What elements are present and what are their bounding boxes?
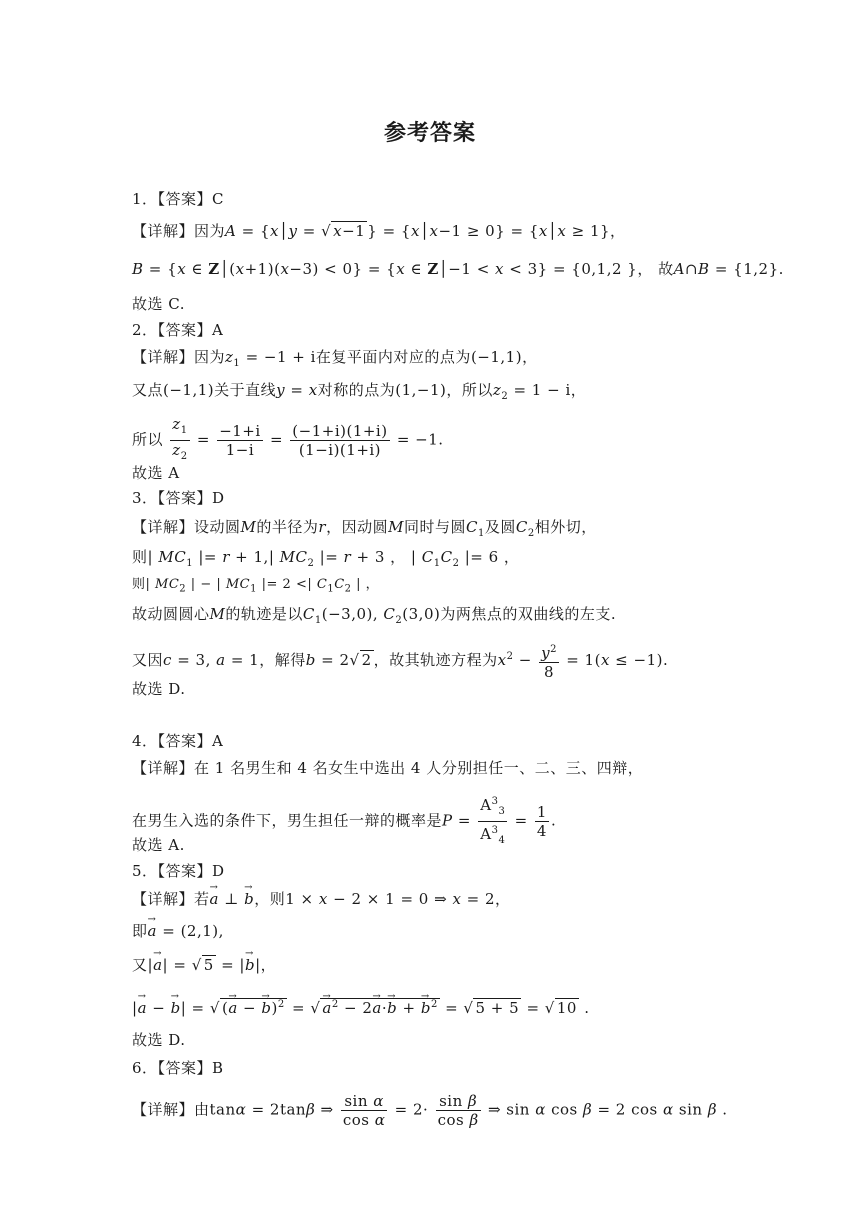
q6-answer: 6．【答案】B xyxy=(132,1059,224,1077)
q5-detail-line4: |→ a − → b| = √ (→ a − → b)$^2$ = √→ $a^2 - 2\to a\cdot\to b$ + → $b^2$ = √ 5 + 5 = √ 10 . xyxy=(132,995,590,1018)
q3-answer: 3．【答案】D xyxy=(132,489,225,507)
q3-detail-line5: 又因c = 3, a = 1，解得b = 2√ 2 ，故其轨迹方程为$x^2$ − $\frac{y^2}{8}$ = 1(x ≤ −1). xyxy=(132,641,668,681)
q1-answer: 1．【答案】C xyxy=(132,190,225,208)
q5-conclusion: 故选 D. xyxy=(132,1031,186,1049)
q2-answer: 2．【答案】A xyxy=(132,321,224,339)
q4-detail-line2: 在男生入选的条件下，男生担任一辩的概率是P = $\frac{A^3_3}{A^3_4}$ = $\frac{1}{4}$ . xyxy=(132,793,556,850)
q1-detail-line2: B = {x ∈ Z│(x+1)(x−3) < 0} = {x ∈ Z│−1 < x < 3} = {0,1,2 }， 故A∩B = {1,2}. xyxy=(132,260,784,278)
page-title: 参考答案 xyxy=(383,121,476,146)
q2-detail-line2: 又点(−1,1)关于直线y = x对称的点为(1,−1)，所以$z_2 = 1 - i$， xyxy=(132,381,587,402)
q3-detail-line3: 则| $MC_2$ | − | $MC_1$ |= 2 <| $C_1C_2$ | ， xyxy=(132,577,380,595)
q2-conclusion: 故选 A xyxy=(132,464,180,482)
q4-detail-line1: 【详解】在 1 名男生和 4 名女生中选出 4 人分别担任一、二、三、四辩， xyxy=(132,759,644,777)
q3-detail-line4: 故动圆圆心M的轨迹是以$C_1(-3,0)$, $C_2(3,0)$为两焦点的双曲线的左支. xyxy=(132,605,617,626)
q2-detail-line1: 【详解】因为$z_1 = -1 + i$在复平面内对应的点为(−1,1)， xyxy=(132,348,538,369)
q3-conclusion: 故选 D. xyxy=(132,680,186,698)
q3-detail-line1: 【详解】设动圆M的半径为r，因动圆M同时与圆$C_1$及圆$C_2$相外切， xyxy=(132,518,597,539)
q1-detail-line1: 【详解】因为A = {x│y = √ x−1 } = {x│x−1 ≥ 0} = {x│x ≥ 1}， xyxy=(132,222,626,240)
q3-detail-line2: 则| $MC_1$ |= r + 1,| $MC_2$ |= r + 3 ， | $C_1C_2$ |= 6 ， xyxy=(132,548,520,569)
q5-detail-line2: 即→ a = (2,1), xyxy=(132,921,224,941)
q5-detail-line3: 又|→ a| = √ 5 = |→ b|， xyxy=(132,955,276,975)
q4-conclusion: 故选 A. xyxy=(132,836,185,854)
q6-detail-line1: 【详解】由tanα = 2tanβ ⇒ $\frac{\text{sin α}}{\text{cos α}}$ = 2· $\frac{\text{sin β}}{\text{cos β}}$ ⇒ sin α cos β = 2 cos α sin β . xyxy=(132,1092,728,1129)
q1-conclusion: 故选 C. xyxy=(132,295,185,313)
q4-answer: 4．【答案】A xyxy=(132,732,224,750)
q2-detail-line3: 所以 $\frac{z_1}{z_2}$ = $\frac{-1+i}{1-i}$ = $\frac{(-1+i)(1+i)}{(1-i)(1+i)}$ = −1. xyxy=(132,415,444,462)
q5-answer: 5．【答案】D xyxy=(132,862,225,880)
q5-detail-line1: 【详解】若→ a ⊥ → b，则1 × x − 2 × 1 = 0 ⇒ x = 2， xyxy=(132,889,511,909)
